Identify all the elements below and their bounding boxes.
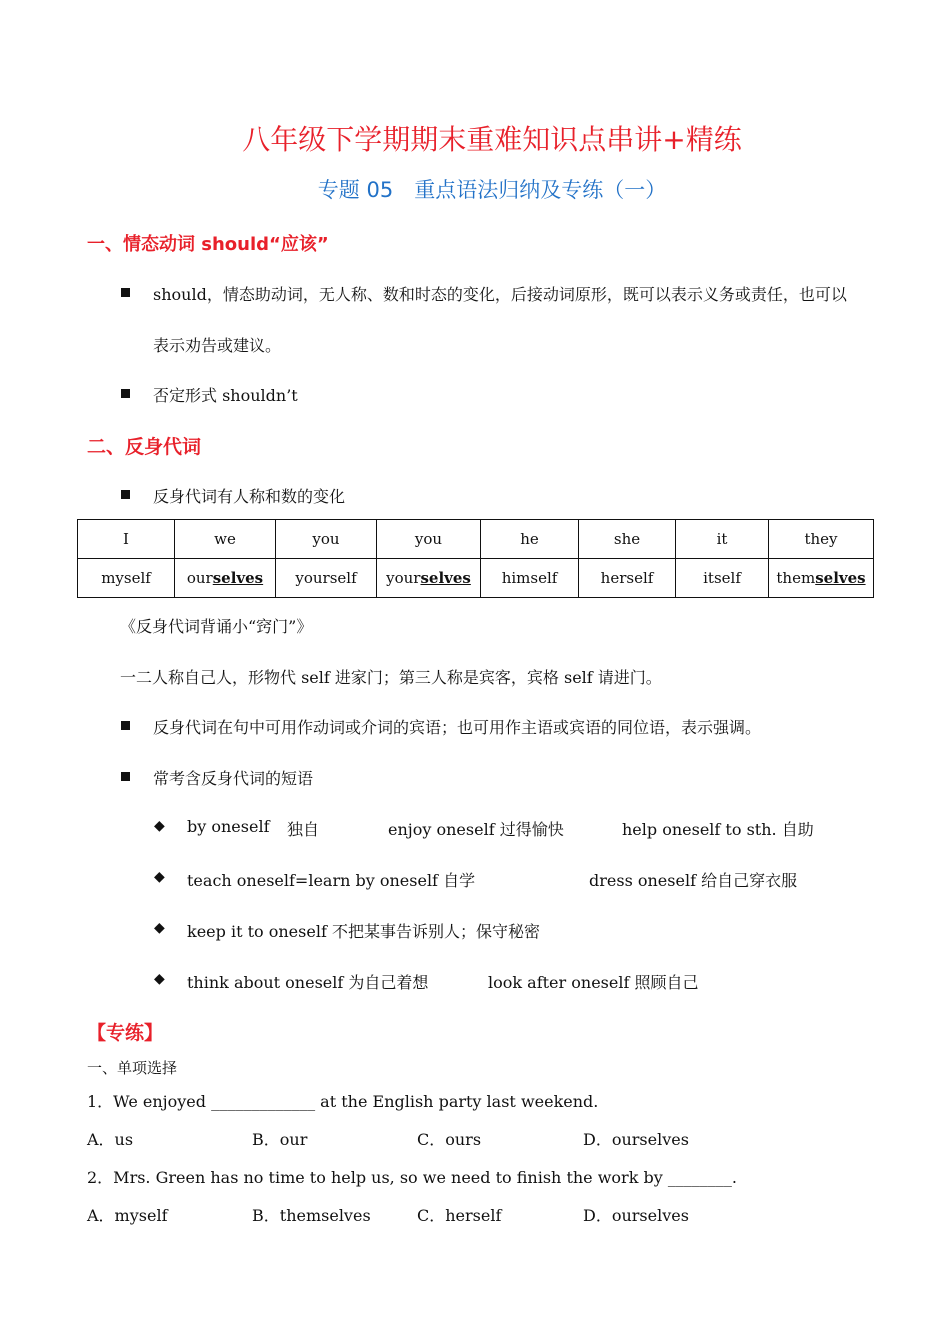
section2-bullet2: 反身代词在句中可用作动词或介词的宾语；也可用作主语或宾语的同位语，表示强调。 (153, 718, 762, 737)
table-cell: themselves (769, 559, 874, 598)
table-cell: itself (676, 559, 769, 598)
phrase-by-oneself: by oneself (187, 817, 270, 836)
section1-bullet1-line1: should，情态助动词，无人称、数和时态的变化，后接动词原形，既可以表示义务或责任，也可以 (153, 285, 847, 304)
section2-heading: 二、反身代词 (87, 436, 202, 458)
square-bullet-icon (121, 490, 130, 499)
table-cell: himself (481, 559, 579, 598)
diamond-bullet-icon: ◆ (154, 869, 165, 885)
table-cell: she (579, 520, 676, 559)
q1-option-c: C．ours (417, 1130, 482, 1149)
q2-option-c: C．herself (417, 1206, 502, 1225)
diamond-bullet-icon: ◆ (154, 818, 165, 834)
table-row-pronouns (78, 520, 874, 559)
question-2: 2．Mrs. Green has no time to help us, so we need to finish the work by ________. (87, 1168, 737, 1187)
practice-subheading: 一、单项选择 (87, 1059, 178, 1077)
square-bullet-icon (121, 772, 130, 781)
section1-heading: 一、情态动词 should“应该” (87, 234, 329, 255)
phrase-dress-oneself: dress oneself 给自己穿衣服 (589, 871, 798, 890)
mnemonic-text: 一二人称自己人，形物代 self 进家门；第三人称是宾客，宾格 self 请进门。 (120, 668, 662, 687)
page-title: 八年级下学期期末重难知识点串讲+精练 (242, 123, 742, 156)
q2-option-d: D．ourselves (583, 1206, 689, 1225)
q1-option-d: D．ourselves (583, 1130, 689, 1149)
mnemonic-title: 《反身代词背诵小“窍门”》 (120, 617, 313, 636)
table-cell: herself (579, 559, 676, 598)
question-1: 1．We enjoyed _____________ at the English party last weekend. (87, 1092, 599, 1111)
table-cell: they (769, 520, 874, 559)
diamond-bullet-icon: ◆ (154, 971, 165, 987)
q2-option-b: B．themselves (252, 1206, 371, 1225)
table-cell: you (276, 520, 377, 559)
phrase-by-oneself-cn: 独自 (287, 820, 320, 839)
table-cell: we (175, 520, 276, 559)
phrase-keep-it-to-oneself: keep it to oneself 不把某事告诉别人；保守秘密 (187, 922, 540, 941)
table-cell: you (377, 520, 481, 559)
q1-option-b: B．our (252, 1130, 308, 1149)
page-subtitle: 专题 05 重点语法归纳及专练（一） (317, 178, 667, 202)
phrase-think-about-oneself: think about oneself 为自己着想 (187, 973, 429, 992)
table-cell: myself (78, 559, 175, 598)
section2-bullet3: 常考含反身代词的短语 (153, 769, 314, 788)
table-row-reflexives (78, 559, 874, 598)
table-cell: it (676, 520, 769, 559)
practice-heading: 【专练】 (87, 1022, 164, 1044)
phrase-enjoy-oneself: enjoy oneself 过得愉快 (388, 820, 564, 839)
section2-bullet1: 反身代词有人称和数的变化 (153, 487, 346, 506)
table-cell: yourself (276, 559, 377, 598)
section1-bullet2: 否定形式 shouldn’t (153, 386, 298, 405)
phrase-teach-oneself: teach oneself=learn by oneself 自学 (187, 871, 476, 890)
table-cell: yourselves (377, 559, 481, 598)
table-cell: ourselves (175, 559, 276, 598)
q1-option-a: A．us (87, 1130, 134, 1149)
square-bullet-icon (121, 721, 130, 730)
phrase-help-oneself: help oneself to sth. 自助 (622, 820, 814, 839)
section1-bullet1-line2: 表示劝告或建议。 (153, 336, 282, 355)
phrase-look-after-oneself: look after oneself 照顾自己 (488, 973, 699, 992)
square-bullet-icon (121, 288, 130, 297)
q2-option-a: A．myself (87, 1206, 168, 1225)
table-cell: he (481, 520, 579, 559)
diamond-bullet-icon: ◆ (154, 920, 165, 936)
reflexive-pronoun-table (77, 519, 874, 598)
square-bullet-icon (121, 389, 130, 398)
table-cell: I (78, 520, 175, 559)
